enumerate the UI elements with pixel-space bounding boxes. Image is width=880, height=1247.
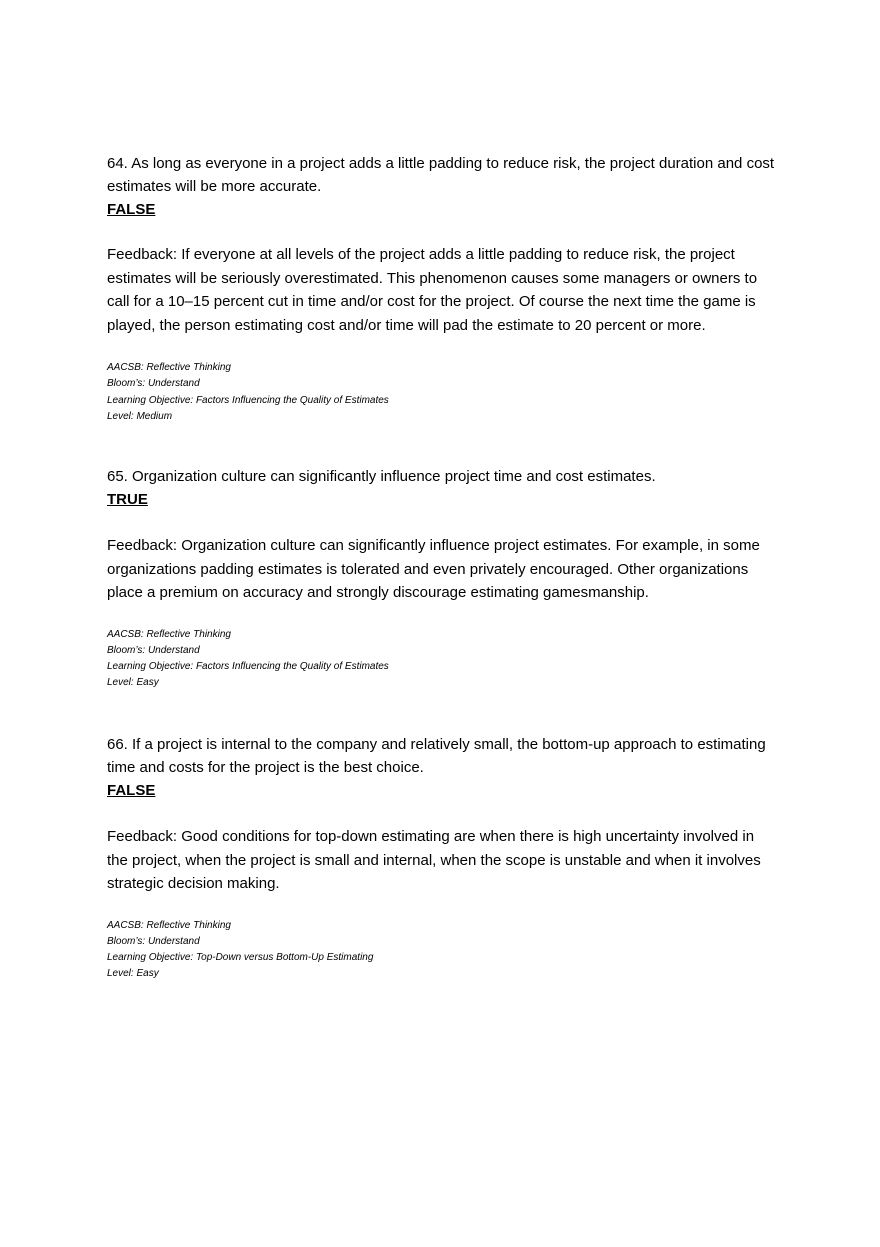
level-tag: Level: Medium bbox=[107, 410, 173, 422]
feedback-text: Feedback: If everyone at all levels of the project adds a little padding to reduce risk, the project estimates will be seriously overestimated. This phenomenon causes some managers or owners to call for a 10–15 percent cut in time and/or cost for the project. Of course the next time the game is played, the person estimating cost and/or time will pad the estimate to 20 percent or more. bbox=[107, 246, 758, 334]
answer-label: FALSE bbox=[107, 201, 156, 218]
question-stem: 64. As long as everyone in a project adds a little padding to reduce risk, the project duration and cost estimates will be more accurate. bbox=[107, 155, 775, 195]
learning-objective-tag: Learning Objective: Factors Influencing the Quality of Estimates bbox=[107, 661, 389, 673]
learning-objective-tag: Learning Objective: Top-Down versus Bottom-Up Estimating bbox=[107, 952, 374, 964]
level-tag: Level: Easy bbox=[107, 968, 159, 980]
question-stem: 66. If a project is internal to the company and relatively small, the bottom-up approach to estimating time and costs for the project is the best choice. bbox=[107, 736, 766, 776]
feedback-text: Feedback: Organization culture can significantly influence project estimates. For example, in some organizations padding estimates is tolerated and even privately encouraged. Other organizations place a premium on accuracy and strongly discourage estimating gamesmanship. bbox=[107, 537, 760, 601]
blooms-tag: Bloom’s: Understand bbox=[107, 644, 200, 656]
question-metadata bbox=[107, 918, 777, 983]
level-tag: Level: Easy bbox=[107, 677, 159, 689]
aacsb-tag: AACSB: Reflective Thinking bbox=[107, 628, 231, 640]
aacsb-tag: AACSB: Reflective Thinking bbox=[107, 919, 231, 931]
answer-label: TRUE bbox=[107, 491, 148, 508]
answer-label: FALSE bbox=[107, 782, 156, 799]
learning-objective-tag: Learning Objective: Factors Influencing the Quality of Estimates bbox=[107, 394, 389, 406]
question-metadata bbox=[107, 627, 777, 692]
blooms-tag: Bloom’s: Understand bbox=[107, 935, 200, 947]
blooms-tag: Bloom’s: Understand bbox=[107, 378, 200, 390]
question-65 bbox=[107, 465, 777, 692]
question-metadata bbox=[107, 360, 777, 425]
question-stem: 65. Organization culture can significantly influence project time and cost estimates. bbox=[107, 468, 656, 485]
aacsb-tag: AACSB: Reflective Thinking bbox=[107, 362, 231, 373]
feedback-text: Feedback: Good conditions for top-down estimating are when there is high uncertainty involved in the project, when the project is small and internal, when the scope is unstable and when it involves strategic decision making. bbox=[107, 828, 761, 892]
question-66 bbox=[107, 733, 777, 983]
question-64 bbox=[107, 152, 777, 425]
